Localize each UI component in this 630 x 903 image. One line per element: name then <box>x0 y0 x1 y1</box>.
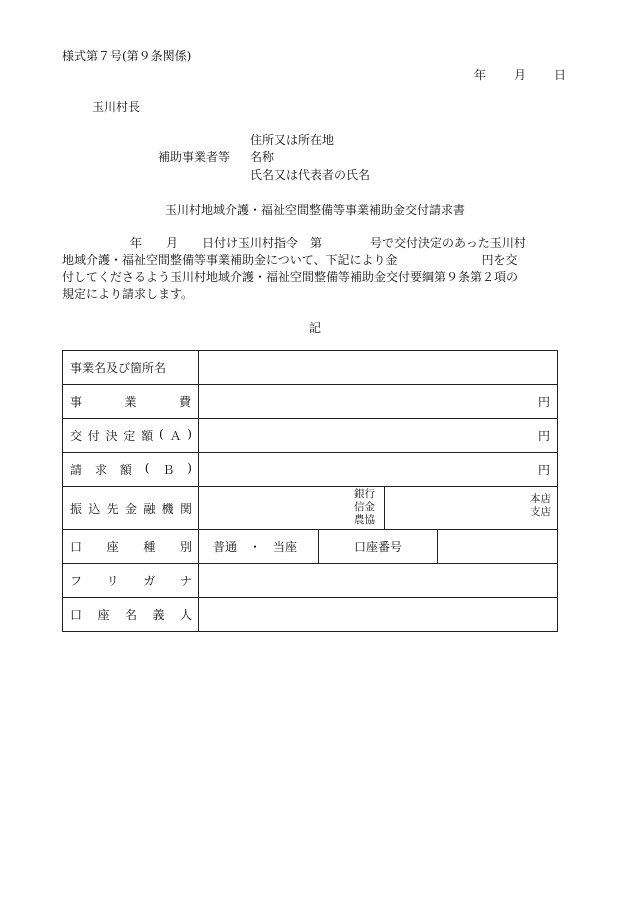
body-text <box>62 235 570 303</box>
bank-type-list: 銀行 信金 農協 <box>354 488 375 526</box>
label-project-cost: 事 業 費 <box>63 385 199 419</box>
row-project-name <box>63 351 558 385</box>
body-line-1: 年 月 日付け玉川村指令 第 号で交付決定のあった玉川村 <box>130 236 526 250</box>
branch-type-list: 本店 支店 <box>530 493 551 518</box>
addressee: 玉川村長 <box>92 100 141 114</box>
date-day: 日 <box>554 68 567 82</box>
row-account-type <box>63 530 558 564</box>
value-project-cost: 円 <box>199 385 558 419</box>
value-request-amount: 円 <box>199 453 558 487</box>
value-account-holder <box>199 598 558 632</box>
value-account-type: 普通 ・ 当座 <box>199 530 319 564</box>
request-form-table <box>62 350 558 632</box>
label-bank: 振 込 先 金 融 機 関 <box>63 487 199 530</box>
form-number: 様式第７号(第９条関係) <box>62 49 192 63</box>
value-account-number <box>438 530 558 564</box>
ki-heading: 記 <box>308 321 321 335</box>
body-line-2: 地域介護・福祉空間整備等事業補助金について、下記により金 円を交 <box>62 253 518 267</box>
row-bank <box>63 487 558 530</box>
label-account-number: 口座番号 <box>318 530 438 564</box>
row-request-amount <box>63 453 558 487</box>
row-account-holder <box>63 598 558 632</box>
label-account-holder: 口 座 名 義 人 <box>63 598 199 632</box>
applicant-representative: 氏名又は代表者の氏名 <box>250 168 371 182</box>
bank-divider <box>384 487 385 529</box>
label-request-amount: 請 求 額 ( Ｂ ) <box>63 453 199 487</box>
body-line-4: 規定により請求します。 <box>62 287 194 301</box>
row-furigana <box>63 564 558 598</box>
date-line <box>474 66 566 83</box>
label-grant-decision: 交 付 決 定 額 ( Ａ ) <box>63 419 199 453</box>
row-grant-decision <box>63 419 558 453</box>
document-title: 玉川村地域介護・福祉空間整備等事業補助金交付請求書 <box>164 203 465 217</box>
applicant-address: 住所又は所在地 <box>250 133 335 147</box>
row-project-cost <box>63 385 558 419</box>
date-year: 年 <box>474 68 487 82</box>
applicant-label: 補助事業者等 <box>158 150 231 164</box>
value-bank <box>199 487 558 530</box>
date-month: 月 <box>514 68 527 82</box>
label-project-name: 事業名及び箇所名 <box>63 351 199 385</box>
applicant-name: 名称 <box>250 150 275 164</box>
value-furigana <box>199 564 558 598</box>
label-furigana: フ リ ガ ナ <box>63 564 199 598</box>
value-project-name <box>199 351 558 385</box>
body-line-3: 付してくださるよう玉川村地域介護・福祉空間整備等補助金交付要綱第９条第２項の <box>62 270 519 284</box>
label-account-type: 口 座 種 別 <box>63 530 199 564</box>
value-grant-decision: 円 <box>199 419 558 453</box>
